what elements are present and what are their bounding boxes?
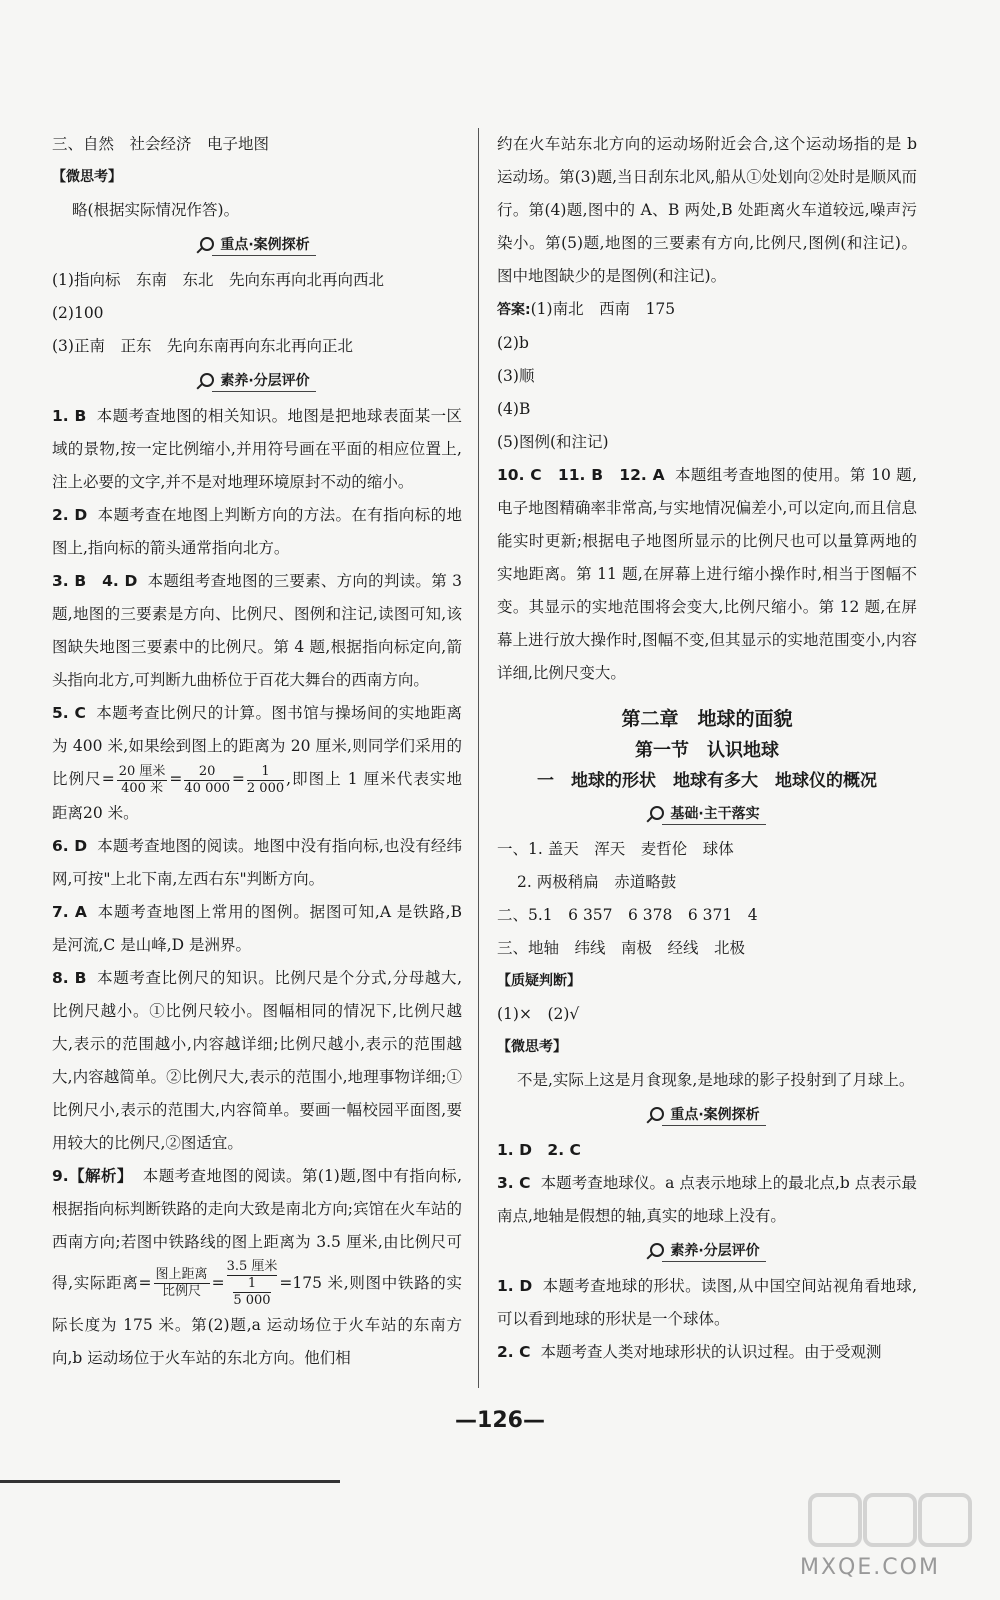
fraction: $\frac{\text{图上距离}}{\text{比例尺}}$ [155,1267,208,1299]
answer-line: (3)正南 正东 先向东南再向东北再向正北 [52,337,353,355]
section-heading: 重点·案例探析 [52,229,462,262]
answer-line: (1)指向标 东南 东北 先向东再向北再向西北 [52,271,384,289]
section-heading: 素养·分层评价 [497,1235,917,1268]
magnifier-icon [200,237,214,251]
answer-line: (4)B [497,400,531,418]
section-heading: 素养·分层评价 [52,365,462,398]
question-answer: 2. D 本题考查在地图上判断方向的方法。在有指向标的地图上,指向标的箭头通常指向北方。 [52,506,462,557]
answer-line: (1)× (2)√ [497,1005,580,1023]
magnifier-icon [650,1107,664,1121]
answer-line: 答案:(1)南北 西南 175 [497,300,676,318]
question-answer: 3. B 4. D 本题组考查地图的三要素、方向的判读。第 3 题,地图的三要素是方向、比例尺、图例和注记,读图可知,该图缺失地图三要素中的比例尺。第 4 题,根据指向标定向,箭头指向北方,可判断九曲桥位于百花大舞台的西南方向。 [52,572,462,689]
section-heading: 重点·案例探析 [497,1099,917,1132]
left-column [52,128,462,1375]
think-answer: 略(根据实际情况作答)。 [72,201,240,219]
magnifier-icon [200,373,214,387]
answer-line: (2)100 [52,304,104,322]
magnifier-icon [650,806,664,820]
section-title: 第一节 认识地球 [635,740,779,761]
right-column [497,128,917,1369]
answer-line: 一、1. 盖天 浑天 麦哲伦 球体 [497,840,734,858]
fraction: $\frac{\text{20 厘米}}{\text{400 米}}$ [118,763,166,796]
magnifier-icon [650,1243,664,1257]
answer-line: 二、5.1 6 357 6 378 6 371 4 [497,906,758,924]
question-answer: 1. B 本题考查地图的相关知识。地图是把地球表面某一区域的景物,按一定比例缩小,并用符号画在平面的相应位置上,注上必要的文字,并不是对地理环境原封不动的缩小。 [52,407,462,491]
answer-line: 三、地轴 纬线 南极 经线 北极 [497,939,746,957]
question-answer: 6. D 本题考查地图的阅读。地图中没有指向标,也没有经纬网,可按"上北下南,左西右东"判断方向。 [52,836,463,888]
answer-line: (5)图例(和注记) [497,433,609,451]
section-heading: 基础·主干落实 [497,798,917,831]
question-answer: 3. C 本题考查地球仪。a 点表示地球上的最北点,b 点表示最南点,地轴是假想的轴,真实的地球上没有。 [497,1174,917,1225]
chapter-title: 第二章 地球的面貌 [621,708,793,730]
question-answer: 1. D 本题考查地球的形状。读图,从中国空间站视角看地球,可以看到地球的形状是一个球体。 [497,1277,918,1328]
question-answer: 约在火车站东北方向的运动场附近会合,这个运动场指的是 b 运动场。第(3)题,当日刮东北风,船从①处划向②处时是顺风而行。第(4)题,图中的 A、B 两处,B 处距离火车道较远,噪声污染小。第(5)题,地图的三要素有方向,比例尺,图例(和注记)。图中地图缺少的是图例(和注记)。 [497,135,917,285]
think-answer: 不是,实际上这是月食现象,是地球的影子投射到了月球上。 [517,1071,915,1089]
question-answer: 9.【解析】 本题考查地图的阅读。第(1)题,图中有指向标,根据指向标判断铁路的走向大致是南北方向;宾馆在火车站的西南方向;若图中铁路线的图上距离为 3.5 厘米,由比例尺可得,实际距离= $\frac{\text{图上距离}}{\text{比例尺}}$ = 3.5 厘米 $\frac{1}{5 000}$ =175 米,则图中铁路的实际长度为 175 米。第(2)题,a 运动场位于火车站的东南方向,b 运动场位于火车站的东北方向。他们相 [52,1166,462,1367]
question-answer: 2. C 本题考查人类对地球形状的认识过程。由于受观测 [497,1343,882,1361]
bottom-rule [0,1480,340,1483]
fraction: $\frac{1}{2 000}$ [246,763,285,796]
question-answer: 8. B 本题考查比例尺的知识。比例尺是个分式,分母越大,比例尺越小。①比例尺较小。图幅相同的情况下,比例尺越大,表示的范围越小,内容越详细;比例尺越小,表示的范围越大,内容越简单。②比例尺大,表示的范围小,地理事物详细;①比例尺小,表示的范围大,内容简单。要画一幅校园平面图,要用较大的比例尺,②图适宜。 [52,968,462,1152]
answer-line: 三、自然 社会经济 电子地图 [52,135,270,153]
judge-heading: 【质疑判断】 [497,973,581,989]
question-answer: 10. C 11. B 12. A 本题组考查地图的使用。第 10 题,电子地图精确率非常高,与实地情况偏差小,可以定向,而且信息能实时更新;根据电子地图所显示的比例尺也可以量算两地的实地距离。第 11 题,在屏幕上进行缩小操作时,相当于图幅不变。其显示的实地范围将会变大,比例尺缩小。第 12 题,在屏幕上进行放大操作时,图幅不变,但其显示的实地范围变小,内容详细,比例尺变大。 [497,466,917,682]
page-number: —126— [455,1408,545,1433]
topic-title: 一 地球的形状 地球有多大 地球仪的概况 [537,771,877,791]
answer-line: 1. D 2. C [497,1141,581,1159]
question-answer: 7. A 本题考查地图上常用的图例。据图可知,A 是铁路,B 是河流,C 是山峰,D 是洲界。 [52,902,462,954]
fraction: 3.5 厘米 $\frac{1}{5 000}$ [226,1258,278,1308]
think-heading: 【微思考】 [52,169,122,185]
fraction: $\frac{20}{40 000}$ [184,763,230,796]
question-answer: 5. C 本题考查比例尺的计算。图书馆与操场间的实地距离为 400 米,如果绘到图上的距离为 20 厘米,则同学们采用的比例尺= $\frac{\text{20 厘米}}{\text{400 米}}$ = $\frac{20}{40 000}$ = $\frac{1}{2 000}$ ,即图上 1 厘米代表实地距离20 米。 [52,704,462,822]
answer-line: (2)b [497,334,529,352]
answer-line: (3)顺 [497,367,535,385]
column-divider [478,128,479,1388]
watermark-text: MXQE.COM [800,1555,940,1580]
answer-line: 2. 两极稍扁 赤道略鼓 [517,873,677,891]
think-heading: 【微思考】 [497,1039,567,1055]
